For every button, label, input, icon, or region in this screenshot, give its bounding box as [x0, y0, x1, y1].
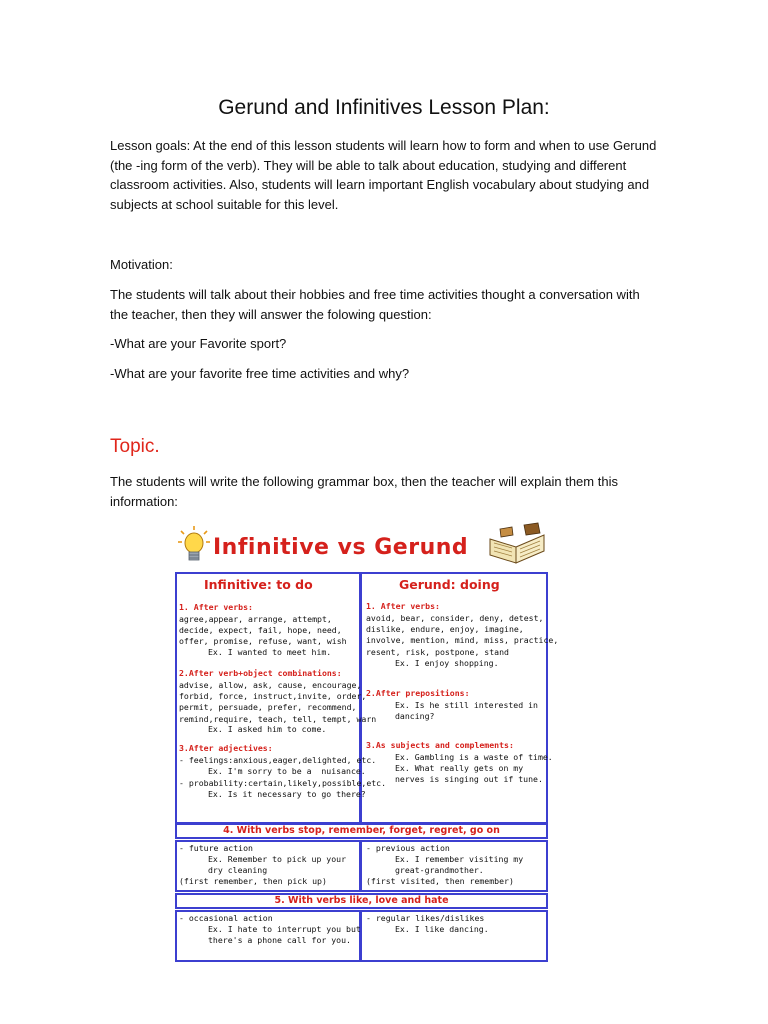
sec4-previous-action: - previous action: [366, 843, 450, 853]
question-2: -What are your favorite free time activities and why?: [110, 366, 410, 381]
sec5-regular-likes: - regular likes/dislikes: [366, 913, 485, 923]
inf-section-3-heading: 3.After adjectives:: [179, 743, 273, 753]
sec5-left-example: Ex. I hate to interrupt you but there's a phone call for you.: [208, 924, 361, 946]
document-title: Gerund and Infinitives Lesson Plan:: [218, 96, 550, 119]
goals-line-1: Lesson goals: At the end of this lesson students will learn how to form and when to use Gerund: [110, 138, 657, 153]
topic-heading: Topic.: [110, 436, 160, 457]
ger-section-3-heading: 3.As subjects and complements:: [366, 740, 514, 750]
inf-section-1-heading: 1. After verbs:: [179, 602, 253, 612]
inf-section-1-verbs: agree,appear, arrange, attempt, decide, expect, fail, hope, need, offer, promise, refuse, want, wish: [179, 614, 347, 647]
sec4-right-example: Ex. I remember visiting my great-grandmother.: [395, 854, 524, 876]
sec4-right-note: (first visited, then remember): [366, 876, 514, 886]
talk-line-1: The students will talk about their hobbies and free time activities thought a conversation with: [110, 287, 640, 302]
goals-line-2: (the -ing form of the verb). They will be able to talk about education, studying and different: [110, 157, 627, 173]
ger-section-1-verbs: avoid, bear, consider, deny, detest, dislike, endure, enjoy, imagine, involve, mention, mind, miss, practice, resent, risk, postpone, stand: [366, 613, 559, 657]
inf-section-2-heading: 2.After verb+object combinations:: [179, 668, 342, 678]
motivation-heading: Motivation:: [110, 257, 173, 272]
ger-section-2-heading: 2.After prepositions:: [366, 688, 470, 698]
goals-line-3: classroom activities. Also, students will learn important English vocabulary about studying and: [110, 177, 650, 192]
lightbulb-icon: [177, 525, 211, 565]
ger-section-1-heading: 1. After verbs:: [366, 601, 440, 611]
section-4-heading: 4. With verbs stop, remember, forget, regret, go on: [223, 825, 500, 836]
goals-line-4: subjects at school suitable for this level.: [110, 196, 339, 212]
inf-section-2-example: Ex. I asked him to come.: [208, 724, 327, 734]
sec4-left-note: (first remember, then pick up): [179, 876, 327, 886]
grammar-line-1: The students will write the following grammar box, then the teacher will explain them this: [110, 474, 618, 489]
inf-section-3-example-1: Ex. I'm sorry to be a nuisance.: [208, 766, 366, 776]
grammar-chart-image: [173, 521, 559, 964]
sec5-occasional-action: - occasional action: [179, 913, 273, 923]
inf-section-1-example: Ex. I wanted to meet him.: [208, 647, 332, 657]
students-talk-paragraph: [110, 285, 670, 324]
infinitive-column-heading: Infinitive: to do: [204, 577, 313, 592]
section-5-heading: 5. With verbs like, love and hate: [274, 895, 449, 906]
ger-section-3-examples: Ex. Gambling is a waste of time. Ex. What really gets on my nerves is singing out if tune.: [395, 752, 553, 785]
sec4-future-action: - future action: [179, 843, 253, 853]
lesson-goals-paragraph: [110, 136, 670, 214]
question-1: -What are your Favorite sport?: [110, 336, 287, 351]
ger-section-2-example: Ex. Is he still interested in dancing?: [395, 700, 538, 722]
inf-section-3-feelings: - feelings:anxious,eager,delighted, etc.: [179, 755, 377, 765]
ger-section-1-example: Ex. I enjoy shopping.: [395, 658, 499, 668]
sec5-right-example: Ex. I like dancing.: [395, 924, 489, 934]
talk-line-2: the teacher, then they will answer the folowing question:: [110, 306, 432, 322]
sec4-left-example: Ex. Remember to pick up your dry cleaning: [208, 854, 347, 876]
grammar-line-2: information:: [110, 493, 178, 509]
inf-section-3-probability: - probability:certain,likely,possible,etc.: [179, 778, 387, 788]
open-book-icon: [486, 521, 548, 565]
inf-section-3-example-2: Ex. Is it necessary to go there?: [208, 789, 366, 799]
inf-section-2-verbs: advise, allow, ask, cause, encourage, forbid, force, instruct,invite, order, permit, persuade, prefer, recommend, remind,require, teach, tell, tempt, warn: [179, 680, 377, 724]
gerund-column-heading: Gerund: doing: [399, 577, 500, 592]
chart-title: Infinitive vs Gerund: [213, 535, 469, 560]
grammar-box-paragraph: [110, 472, 670, 511]
